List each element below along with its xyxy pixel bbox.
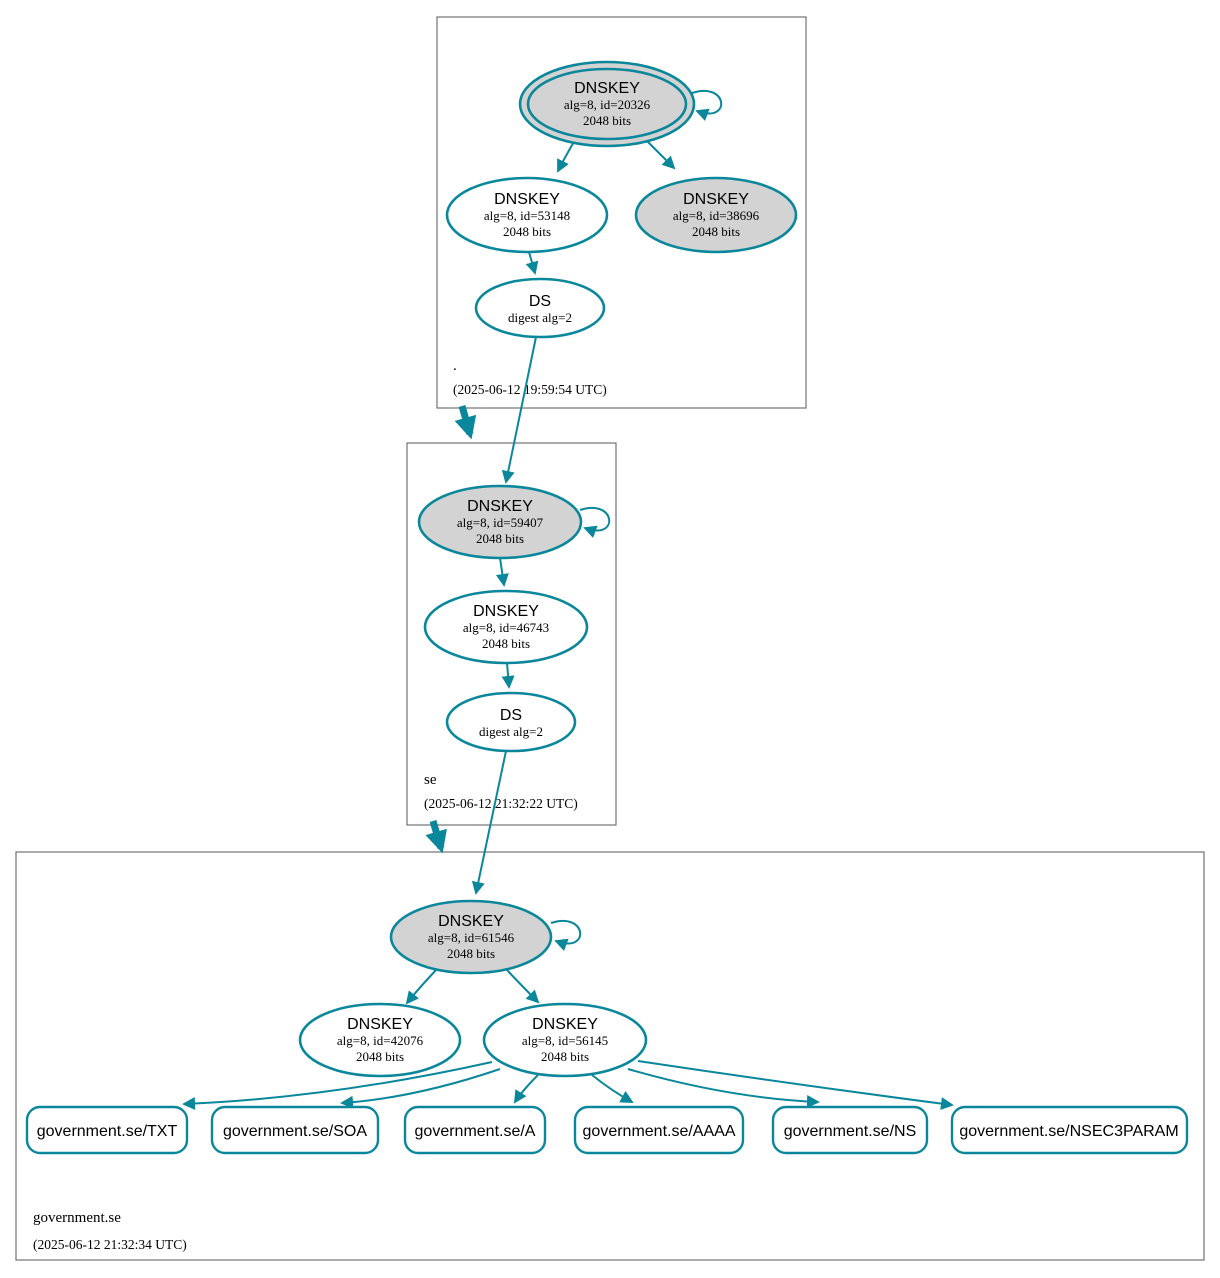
zone-timestamp-root: (2025-06-12 19:59:54 UTC): [453, 382, 607, 397]
rrset-a-label: government.se/A: [414, 1123, 536, 1140]
rrset-txt-label: government.se/TXT: [36, 1123, 178, 1140]
zone-label-root: .: [453, 358, 457, 374]
edge-gov-zsk2-to-aaaa: [592, 1075, 632, 1102]
node-root-zsk: [447, 178, 607, 252]
se-ds-title: DS: [499, 707, 523, 724]
se-zsk-title: DNSKEY: [473, 603, 539, 620]
rrset-aaaa: [575, 1107, 743, 1153]
edge-gov-ksk-to-zsk1: [407, 969, 437, 1003]
se-zsk-bits: 2048 bits: [481, 636, 531, 651]
root-ksk-bits: 2048 bits: [582, 113, 632, 128]
zone-label-government-se: government.se: [33, 1210, 121, 1226]
node-gov-zsk1: [300, 1004, 460, 1076]
root-zsk-title: DNSKEY: [494, 191, 560, 208]
node-se-zsk: [425, 591, 587, 663]
root-ksk-detail: alg=8, id=20326: [563, 97, 651, 112]
edge-root-ksk-selfloop: [692, 91, 721, 114]
node-root-ksk: [520, 62, 694, 146]
node-root-ds: [476, 279, 604, 337]
edge-root-zsk-to-ds: [529, 252, 535, 273]
se-ksk-bits: 2048 bits: [475, 531, 525, 546]
node-gov-zsk2: [484, 1004, 646, 1076]
gov-ksk-detail: alg=8, id=61546: [427, 930, 515, 945]
edge-root-ds-to-se-ksk: [506, 337, 536, 482]
edge-se-zsk-to-ds: [507, 663, 509, 687]
gov-zsk2-detail: alg=8, id=56145: [521, 1033, 609, 1048]
rrset-ns-label: government.se/NS: [783, 1123, 917, 1140]
edge-root-to-se-delegation: [462, 406, 470, 434]
zone-timestamp-government-se: (2025-06-12 21:32:34 UTC): [33, 1237, 187, 1252]
gov-zsk2-bits: 2048 bits: [540, 1049, 590, 1064]
rrset-soa-label: government.se/SOA: [222, 1123, 368, 1140]
zone-label-se: se: [424, 772, 437, 788]
edge-se-ksk-selfloop: [580, 508, 609, 531]
gov-ksk-bits: 2048 bits: [446, 946, 496, 961]
gov-zsk1-title: DNSKEY: [347, 1016, 413, 1033]
node-root-key2: [636, 178, 796, 252]
gov-ksk-title: DNSKEY: [438, 913, 504, 930]
rrset-aaaa-label: government.se/AAAA: [582, 1123, 736, 1140]
se-ksk-detail: alg=8, id=59407: [456, 515, 544, 530]
edge-gov-ksk-to-zsk2: [506, 969, 538, 1002]
rrset-nsec3param: [952, 1107, 1187, 1153]
edge-root-ksk-to-key2: [646, 140, 674, 168]
root-key2-title: DNSKEY: [683, 191, 749, 208]
gov-zsk2-title: DNSKEY: [532, 1016, 598, 1033]
se-ds-detail: digest alg=2: [478, 724, 544, 739]
zone-timestamp-se: (2025-06-12 21:32:22 UTC): [424, 796, 578, 811]
gov-zsk1-bits: 2048 bits: [355, 1049, 405, 1064]
root-zsk-bits: 2048 bits: [502, 224, 552, 239]
rrset-nsec3param-label: government.se/NSEC3PARAM: [959, 1123, 1179, 1140]
rrset-ns: [773, 1107, 927, 1153]
edge-se-ds-to-gov-ksk: [476, 751, 506, 893]
se-zsk-detail: alg=8, id=46743: [462, 620, 550, 635]
edge-gov-zsk2-to-a: [515, 1075, 538, 1102]
node-se-ksk: [419, 486, 581, 558]
root-zsk-detail: alg=8, id=53148: [483, 208, 571, 223]
rrset-soa: [212, 1107, 378, 1153]
se-ksk-title: DNSKEY: [467, 498, 533, 515]
rrset-a: [405, 1107, 545, 1153]
node-se-ds: [447, 693, 575, 751]
edge-gov-ksk-selfloop: [551, 921, 580, 944]
gov-zsk1-detail: alg=8, id=42076: [336, 1033, 424, 1048]
root-key2-detail: alg=8, id=38696: [672, 208, 760, 223]
root-key2-bits: 2048 bits: [691, 224, 741, 239]
root-ds-detail: digest alg=2: [507, 310, 573, 325]
rrset-txt: [27, 1107, 187, 1153]
root-ds-title: DS: [528, 293, 552, 310]
node-gov-ksk: [391, 901, 551, 973]
edge-se-ksk-to-zsk: [500, 558, 504, 585]
root-ksk-title: DNSKEY: [574, 80, 640, 97]
edge-root-ksk-to-zsk: [558, 140, 575, 171]
